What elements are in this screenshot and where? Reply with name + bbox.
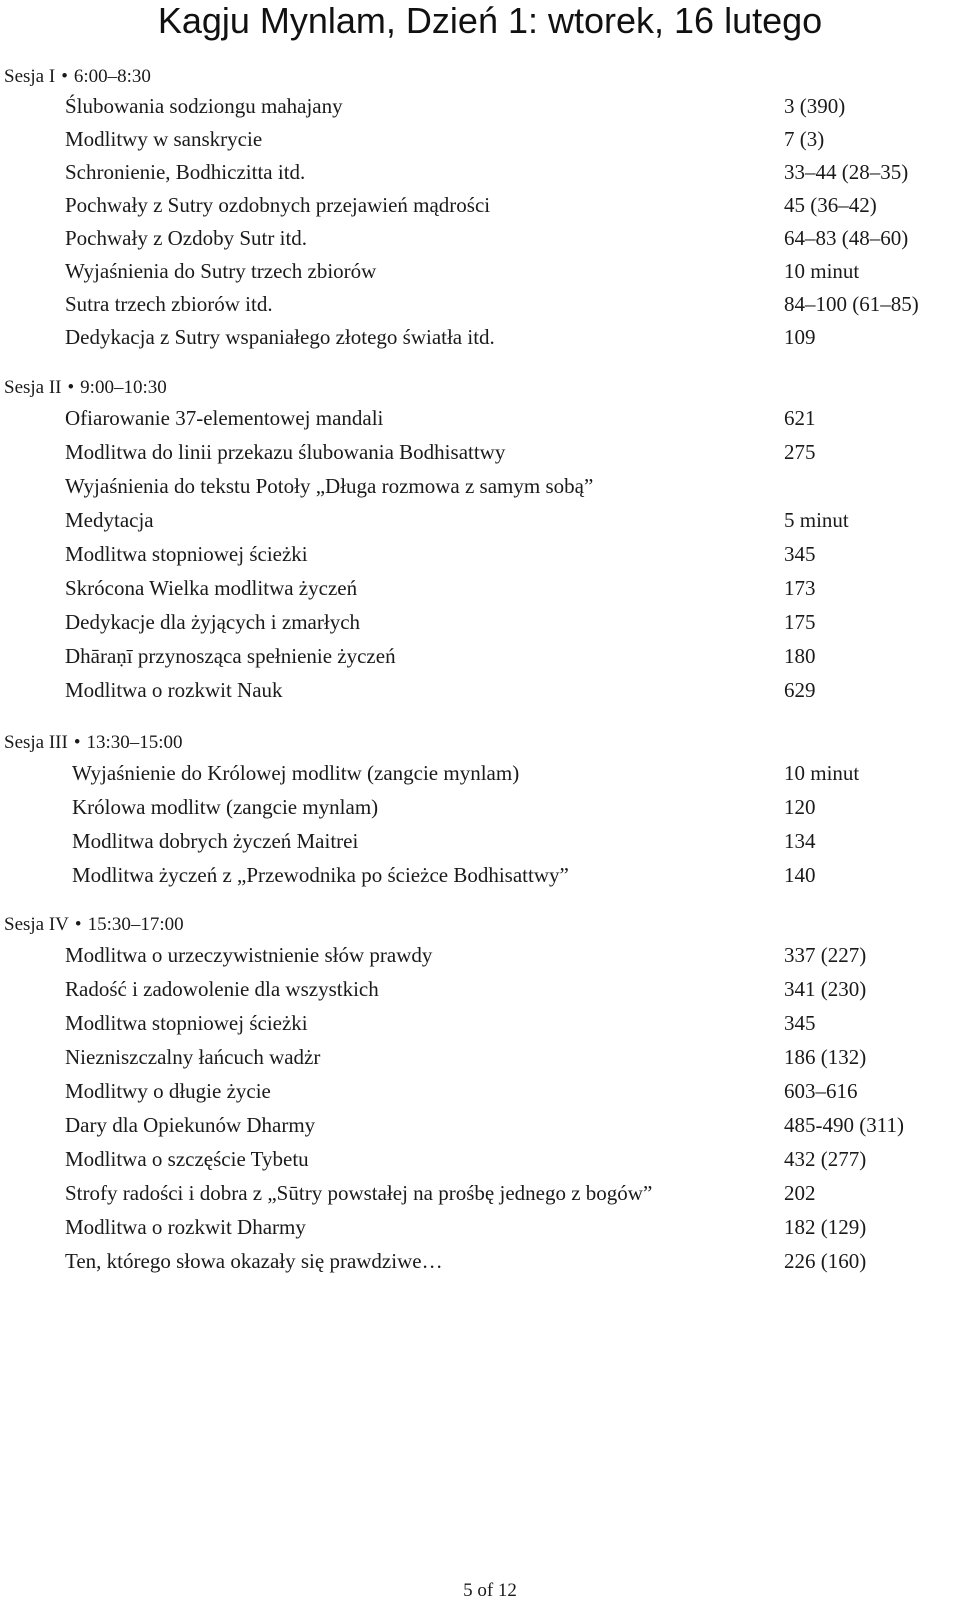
agenda-row [4,401,960,435]
agenda-item-title: Pochwały z Ozdoby Sutr itd. [65,226,308,250]
agenda-item-pages: 10 minut [784,259,860,283]
agenda-item-pages: 5 minut [784,508,849,532]
agenda-item-title: Modlitwa o urzeczywistnienie słów prawdy [65,943,433,967]
agenda-row [4,255,960,288]
agenda-row [4,790,960,824]
agenda-item-pages: 120 [784,795,816,819]
agenda-item-pages: 485-490 (311) [784,1113,904,1137]
agenda-item-title: Wyjaśnienia do tekstu Potoły „Długa rozmowa z samym sobą” [65,474,594,498]
session-3 [4,730,960,892]
agenda-row [4,222,960,255]
agenda-item-title: Królowa modlitw (zangcie mynlam) [72,795,379,819]
agenda-row [4,537,960,571]
agenda-row [4,123,960,156]
agenda-row [4,605,960,639]
session-header [4,730,960,756]
agenda-row [4,435,960,469]
agenda-row [4,1176,960,1210]
agenda-item-pages: 432 (277) [784,1147,867,1171]
agenda-item-title: Strofy radości i dobra z „Sūtry powstałej na prośbę jednego z bogów” [65,1181,653,1205]
session-time: 6:00–8:30 [73,66,151,87]
agenda-item-pages: 603–616 [784,1079,858,1103]
agenda-item-title: Modlitwy w sanskrycie [65,127,263,151]
agenda-item-title: Ślubowania sodziongu mahajany [65,94,343,118]
agenda-row [4,469,960,503]
agenda-item-pages: 345 [784,542,816,566]
session-time: 9:00–10:30 [80,377,167,398]
agenda-row [4,824,960,858]
agenda-row [4,938,960,972]
agenda-item-title: Pochwały z Sutry ozdobnych przejawień mądrości [65,193,491,217]
agenda-item-pages: 10 minut [784,761,860,785]
agenda-row [4,756,960,790]
agenda-row [4,1244,960,1278]
agenda-row [4,639,960,673]
agenda-item-title: Modlitwa dobrych życzeń Maitrei [72,829,359,853]
session-header [4,64,960,90]
agenda-item-pages: 182 (129) [784,1215,867,1239]
agenda-row [4,189,960,222]
agenda-row [4,1040,960,1074]
agenda-item-pages: 275 [784,440,816,464]
agenda-item-pages: 202 [784,1181,816,1205]
agenda-item-title: Ofiarowanie 37-elementowej mandali [65,406,384,430]
session-2 [4,375,960,707]
agenda-item-pages: 186 (132) [784,1045,867,1069]
agenda-row [4,571,960,605]
agenda-item-pages: 629 [784,678,816,702]
session-header [4,912,960,938]
agenda-item-title: Modlitwa stopniowej ścieżki [65,1011,308,1035]
agenda-item-title: Modlitwa stopniowej ścieżki [65,542,308,566]
agenda-item-pages: 84–100 (61–85) [784,292,919,316]
agenda-item-title: Modlitwa o szczęście Tybetu [65,1147,309,1171]
page-title: Kagju Mynlam, Dzień 1: wtorek, 16 lutego [157,0,823,41]
agenda-item-title: Dhāraṇī przynosząca spełnienie życzeń [65,644,396,668]
agenda-item-title: Skrócona Wielka modlitwa życzeń [65,576,358,600]
session-name: Sesja I [4,66,56,87]
agenda-item-pages: 3 (390) [784,94,846,118]
agenda-row [4,858,960,892]
agenda-row [4,288,960,321]
bullet-separator: • [67,377,75,398]
session-4 [4,912,960,1278]
agenda-item-title: Ten, którego słowa okazały się prawdziwe… [65,1249,443,1273]
session-name: Sesja III [4,732,68,753]
agenda-item-title: Niezniszczalny łańcuch wadżr [65,1045,321,1069]
agenda-item-title: Modlitwa do linii przekazu ślubowania Bodhisattwy [65,440,506,464]
page-number: 5 of 12 [463,1580,517,1601]
agenda-row [4,321,960,354]
agenda-item-pages: 341 (230) [784,977,867,1001]
agenda-item-title: Wyjaśnienia do Sutry trzech zbiorów [65,259,377,283]
session-name: Sesja II [4,377,62,398]
bullet-separator: • [73,732,81,753]
agenda-item-title: Medytacja [65,508,154,532]
bullet-separator: • [61,66,68,87]
agenda-item-pages: 45 (36–42) [784,193,877,217]
agenda-row [4,156,960,189]
agenda-row [4,1108,960,1142]
agenda-item-title: Modlitwa o rozkwit Dharmy [65,1215,306,1239]
agenda-item-title: Modlitwy o długie życie [65,1079,271,1103]
session-header [4,375,960,401]
session-time: 13:30–15:00 [86,732,183,753]
agenda-item-pages: 33–44 (28–35) [784,160,909,184]
agenda-row [4,1210,960,1244]
agenda-item-title: Wyjaśnienie do Królowej modlitw (zangcie mynlam) [72,761,520,785]
agenda-item-title: Modlitwa życzeń z „Przewodnika po ścieżce Bodhisattwy” [72,863,569,887]
agenda-item-title: Modlitwa o rozkwit Nauk [65,678,283,702]
agenda-item-pages: 337 (227) [784,943,867,967]
agenda-item-pages: 64–83 (48–60) [784,226,909,250]
session-name: Sesja IV [4,914,69,935]
agenda-item-pages: 140 [784,863,816,887]
agenda-item-title: Radość i zadowolenie dla wszystkich [65,977,379,1001]
agenda-item-title: Dedykacja z Sutry wspaniałego złotego światła itd. [65,325,495,349]
agenda-item-title: Schronienie, Bodhiczitta itd. [65,160,306,184]
agenda-item-title: Dary dla Opiekunów Dharmy [65,1113,316,1137]
agenda-row [4,90,960,123]
session-time: 15:30–17:00 [87,914,184,935]
agenda-item-pages: 134 [784,829,816,853]
agenda-item-pages: 345 [784,1011,816,1035]
agenda-item-pages: 173 [784,576,816,600]
agenda-item-pages: 175 [784,610,816,634]
agenda-row [4,1142,960,1176]
bullet-separator: • [74,914,82,935]
agenda-item-pages: 7 (3) [784,127,825,151]
agenda-item-title: Sutra trzech zbiorów itd. [65,292,273,316]
agenda-item-pages: 621 [784,406,816,430]
agenda-row [4,972,960,1006]
agenda-row [4,1006,960,1040]
agenda-item-pages: 109 [784,325,816,349]
session-1 [4,64,960,354]
agenda-row [4,673,960,707]
agenda-row [4,1074,960,1108]
agenda-item-title: Dedykacje dla żyjących i zmarłych [65,610,361,634]
agenda-item-pages: 226 (160) [784,1249,867,1273]
agenda-item-pages: 180 [784,644,816,668]
agenda-row [4,503,960,537]
